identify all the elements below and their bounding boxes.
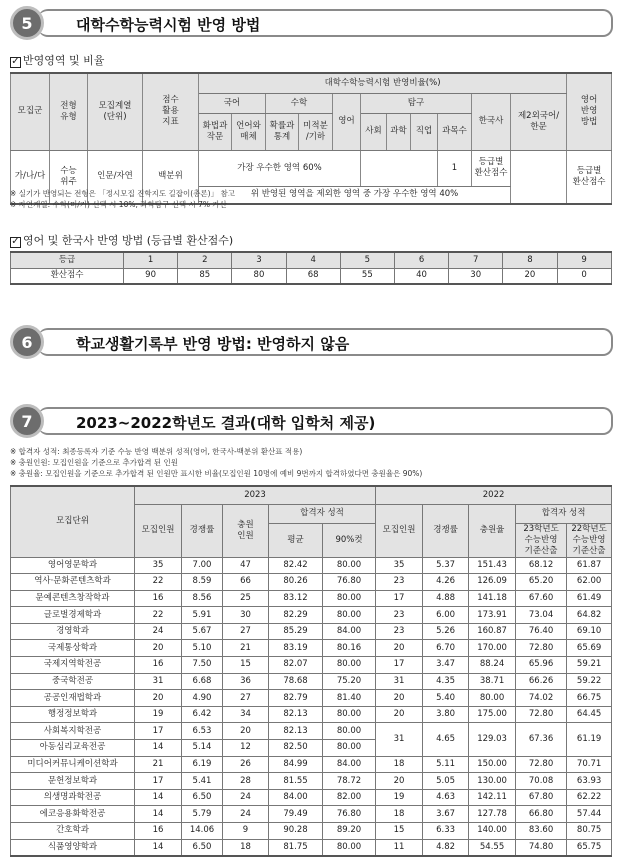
note: ※ 실기가 반영되는 전형은 「정시모집 진학지도 길잡이(총론)」 참고 [10, 189, 235, 198]
value-2023-cell: 80.26 [269, 574, 323, 591]
value-2022-cell: 11 [376, 839, 423, 856]
value-2022-cell: 142.11 [469, 789, 516, 806]
value-2023-cell: 82.13 [269, 723, 323, 740]
value-2022-cell: 18 [376, 756, 423, 773]
col-added: 충원 인원 [223, 504, 269, 557]
grade-cell: 5 [340, 252, 394, 268]
value-2023-cell: 78.68 [269, 673, 323, 690]
value-2022-cell: 6.70 [423, 640, 469, 657]
col-engmethod: 영어 반영 방법 [567, 73, 612, 150]
value-2022-cell: 74.02 [516, 690, 567, 707]
col-history: 한국사 [472, 93, 511, 150]
grade-table [10, 251, 612, 285]
value-2023-cell: 80.00 [323, 607, 376, 624]
value-2022-cell: 23 [376, 607, 423, 624]
col-s22: 22학년도 수능반영 기준산출 [567, 523, 612, 557]
value-2023-cell: 25 [223, 590, 269, 607]
grade-cell: 6 [394, 252, 448, 268]
value-2023-cell: 19 [135, 706, 182, 723]
table-row [11, 690, 612, 707]
value-2023-cell: 7.50 [182, 657, 223, 674]
value-2023-cell: 82.42 [269, 557, 323, 574]
score-cell: 85 [178, 268, 232, 284]
value-2023-cell: 80.00 [323, 723, 376, 740]
table-row [11, 839, 612, 856]
grade-heading-text: 영어 및 한국사 반영 방법 (등급별 환산점수) [23, 234, 234, 247]
col-kor1: 화법과 작문 [199, 113, 232, 150]
section-title: 대학수학능력시험 반영 방법 [76, 16, 261, 34]
value-2022-cell: 6.33 [423, 823, 469, 840]
value-2022-cell: 150.00 [469, 756, 516, 773]
col-unit: 모집단위 [11, 486, 135, 557]
unit-cell: 의생명과학전공 [11, 789, 135, 806]
value-2022-cell: 61.87 [567, 557, 612, 574]
col-inq1: 사회 [361, 113, 387, 150]
value-2022-cell: 23 [376, 623, 423, 640]
unit-cell: 간호학과 [11, 823, 135, 840]
grade-cell: 1 [124, 252, 178, 268]
col-type: 전형 유형 [50, 73, 88, 150]
value-2023-cell: 31 [135, 673, 182, 690]
value-2022-cell: 4.35 [423, 673, 469, 690]
value-2023-cell: 14.06 [182, 823, 223, 840]
unit-cell: 행정정보학과 [11, 706, 135, 723]
value-2022-cell: 4.65 [423, 723, 469, 756]
value-2022-cell: 66.80 [516, 806, 567, 823]
value-2023-cell: 21 [135, 756, 182, 773]
table-row [11, 640, 612, 657]
col-cut90: 90%컷 [323, 523, 376, 557]
col-foreign: 제2외국어/ 한문 [511, 93, 567, 150]
value-2022-cell: 3.80 [423, 706, 469, 723]
value-2022-cell: 160.87 [469, 623, 516, 640]
unit-cell: 경영학과 [11, 623, 135, 640]
table-row [11, 657, 612, 674]
value-2022-cell: 54.55 [469, 839, 516, 856]
value-2022-cell: 69.10 [567, 623, 612, 640]
value-2022-cell: 65.69 [567, 640, 612, 657]
col-s23: 23학년도 수능반영 기준산출 [516, 523, 567, 557]
col-inquiry: 탐구 [361, 93, 472, 113]
value-2022-cell: 59.22 [567, 673, 612, 690]
value-2023-cell: 78.72 [323, 773, 376, 790]
value-2022-cell: 5.40 [423, 690, 469, 707]
value-2022-cell: 65.96 [516, 657, 567, 674]
unit-cell: 문예콘텐츠창작학과 [11, 590, 135, 607]
col-2022: 2022 [376, 486, 612, 504]
ratio-heading [10, 52, 104, 68]
value-2023-cell: 5.41 [182, 773, 223, 790]
value-2023-cell: 6.50 [182, 789, 223, 806]
grade-cell: 4 [286, 252, 340, 268]
value-2022-cell: 62.00 [567, 574, 612, 591]
value-2022-cell: 140.00 [469, 823, 516, 840]
value-2023-cell: 6.42 [182, 706, 223, 723]
col-rate: 경쟁률 [182, 504, 223, 557]
value-2023-cell: 5.91 [182, 607, 223, 624]
value-2022-cell: 4.26 [423, 574, 469, 591]
value-2023-cell: 14 [135, 789, 182, 806]
value-2022-cell: 73.04 [516, 607, 567, 624]
unit-cell: 사회복지학전공 [11, 723, 135, 740]
value-2023-cell: 83.19 [269, 640, 323, 657]
value-2022-cell: 5.11 [423, 756, 469, 773]
value-2022-cell: 88.24 [469, 657, 516, 674]
value-2022-cell: 65.20 [516, 574, 567, 591]
value-2023-cell: 80.00 [323, 740, 376, 757]
value-2023-cell: 81.75 [269, 839, 323, 856]
value-2022-cell: 23 [376, 574, 423, 591]
value-2022-cell: 129.03 [469, 723, 516, 756]
value-2023-cell: 80.00 [323, 590, 376, 607]
value-2023-cell: 66 [223, 574, 269, 591]
table-row [11, 806, 612, 823]
value-2023-cell: 89.20 [323, 823, 376, 840]
value-2022-cell: 64.45 [567, 706, 612, 723]
value-2022-cell: 5.26 [423, 623, 469, 640]
value-2023-cell: 75.20 [323, 673, 376, 690]
col-kor2: 언어와 매체 [232, 113, 266, 150]
table-row [11, 607, 612, 624]
value-2022-cell: 126.09 [469, 574, 516, 591]
value-2022-cell: 65.75 [567, 839, 612, 856]
col-quota: 모집인원 [135, 504, 182, 557]
score-cell: 90 [124, 268, 178, 284]
value-2022-cell: 66.75 [567, 690, 612, 707]
value-2022-cell: 72.80 [516, 756, 567, 773]
value-2023-cell: 8.59 [182, 574, 223, 591]
value-2023-cell: 24 [135, 623, 182, 640]
value-2022-cell: 70.71 [567, 756, 612, 773]
value-2022-cell: 74.80 [516, 839, 567, 856]
unit-cell: 역사·문화콘텐츠학과 [11, 574, 135, 591]
grade-cell: 3 [232, 252, 286, 268]
value-2023-cell: 4.90 [182, 690, 223, 707]
value-2023-cell: 27 [223, 623, 269, 640]
value-2022-cell: 15 [376, 823, 423, 840]
value-2022-cell: 17 [376, 590, 423, 607]
value-2022-cell: 35 [376, 557, 423, 574]
value-2023-cell: 5.79 [182, 806, 223, 823]
value-2023-cell: 17 [135, 773, 182, 790]
col-math: 수학 [266, 93, 333, 113]
value-2022-cell: 68.12 [516, 557, 567, 574]
col-avg: 평균 [269, 523, 323, 557]
value-2023-cell: 76.80 [323, 574, 376, 591]
score-cell: 30 [449, 268, 503, 284]
value-2022-cell: 127.78 [469, 806, 516, 823]
col-inq4: 과목수 [438, 113, 472, 150]
value-2022-cell: 170.00 [469, 640, 516, 657]
cell-count: 1 [438, 150, 472, 186]
unit-cell: 미디어커뮤니케이션학과 [11, 756, 135, 773]
section-5-header [8, 6, 613, 40]
section-title: 학교생활기록부 반영 방법: 반영하지 않음 [76, 335, 350, 353]
value-2023-cell: 7.00 [182, 557, 223, 574]
table-row [11, 706, 612, 723]
unit-cell: 에코응용화학전공 [11, 806, 135, 823]
value-2023-cell: 83.12 [269, 590, 323, 607]
value-2023-cell: 24 [223, 789, 269, 806]
value-2022-cell: 67.80 [516, 789, 567, 806]
grade-cell: 8 [503, 252, 557, 268]
table-row [11, 773, 612, 790]
value-2022-cell: 61.49 [567, 590, 612, 607]
value-2023-cell: 84.00 [269, 789, 323, 806]
value-2022-cell: 61.19 [567, 723, 612, 756]
value-2023-cell: 35 [135, 557, 182, 574]
results-notes [10, 446, 422, 479]
value-2023-cell: 84.00 [323, 623, 376, 640]
value-2022-cell: 57.44 [567, 806, 612, 823]
section-6-header [8, 325, 613, 359]
section-number-badge: 6 [10, 325, 44, 359]
checkbox-icon: ✓ [11, 236, 20, 247]
value-2023-cell: 80.00 [323, 657, 376, 674]
score-cell: 20 [503, 268, 557, 284]
note: ※ 합격자 성적: 최종등록자 기준 수능 반영 백분위 성적(영어, 한국사-백분위 환산표 적용) [10, 447, 303, 456]
value-2022-cell: 63.93 [567, 773, 612, 790]
col-english: 영어 [333, 93, 361, 150]
note: ※ 충원인원: 모집인원을 기준으로 추가합격 된 인원 [10, 458, 179, 467]
grade-label: 등급 [11, 252, 124, 268]
score-cell: 68 [286, 268, 340, 284]
value-2023-cell: 16 [135, 590, 182, 607]
value-2023-cell: 76.80 [323, 806, 376, 823]
value-2022-cell: 4.88 [423, 590, 469, 607]
value-2022-cell: 4.82 [423, 839, 469, 856]
value-2022-cell: 72.80 [516, 640, 567, 657]
section-7-header [8, 404, 613, 438]
value-2023-cell: 22 [135, 607, 182, 624]
value-2022-cell: 67.60 [516, 590, 567, 607]
value-2022-cell: 38.71 [469, 673, 516, 690]
table-row [11, 590, 612, 607]
value-2022-cell: 151.43 [469, 557, 516, 574]
value-2023-cell: 8.56 [182, 590, 223, 607]
col-addrate: 충원율 [469, 504, 516, 557]
section-number-badge: 7 [10, 404, 44, 438]
value-2023-cell: 6.19 [182, 756, 223, 773]
value-2022-cell: 5.05 [423, 773, 469, 790]
value-2023-cell: 90.28 [269, 823, 323, 840]
table-row [11, 823, 612, 840]
unit-cell: 국제통상학과 [11, 640, 135, 657]
value-2022-cell: 20 [376, 773, 423, 790]
col-2023: 2023 [135, 486, 376, 504]
col-group: 모집군 [11, 73, 50, 150]
table-row [11, 673, 612, 690]
value-2023-cell: 20 [135, 690, 182, 707]
score-cell: 40 [394, 268, 448, 284]
value-2023-cell: 6.50 [182, 839, 223, 856]
score-label: 환산점수 [11, 268, 124, 284]
value-2023-cell: 5.67 [182, 623, 223, 640]
value-2023-cell: 18 [223, 839, 269, 856]
value-2022-cell: 31 [376, 723, 423, 756]
table-row [11, 574, 612, 591]
value-2023-cell: 82.00 [323, 789, 376, 806]
value-2022-cell: 64.82 [567, 607, 612, 624]
score-cell: 55 [340, 268, 394, 284]
col-field: 모집계열 (단위) [88, 73, 143, 150]
cell-score: 백분위 [143, 150, 199, 204]
value-2023-cell: 16 [135, 657, 182, 674]
col-inq3: 직업 [411, 113, 438, 150]
table-row [11, 623, 612, 640]
value-2023-cell: 82.07 [269, 657, 323, 674]
value-2023-cell: 17 [135, 723, 182, 740]
value-2023-cell: 81.40 [323, 690, 376, 707]
value-2022-cell: 175.00 [469, 706, 516, 723]
value-2023-cell: 22 [135, 574, 182, 591]
value-2023-cell: 27 [223, 690, 269, 707]
col-inq2: 과학 [387, 113, 411, 150]
value-2022-cell: 3.47 [423, 657, 469, 674]
value-2022-cell: 20 [376, 706, 423, 723]
value-2022-cell: 5.37 [423, 557, 469, 574]
suneung-ratio-table [10, 72, 612, 205]
grade-heading [10, 232, 233, 248]
value-2023-cell: 80.00 [323, 557, 376, 574]
value-2023-cell: 14 [135, 806, 182, 823]
table-row [11, 723, 612, 740]
unit-cell: 문헌정보학과 [11, 773, 135, 790]
value-2023-cell: 82.50 [269, 740, 323, 757]
value-2023-cell: 28 [223, 773, 269, 790]
value-2023-cell: 12 [223, 740, 269, 757]
value-2022-cell: 20 [376, 690, 423, 707]
results-table [10, 485, 612, 857]
value-2022-cell: 4.63 [423, 789, 469, 806]
col-score: 점수 활용 지표 [143, 73, 199, 150]
note: ※ 충원율: 모집인원을 기준으로 추가합격 된 인원만 표시한 비율(모집인원 10명에 예비 9번까지 합격하였다면 충원율은 90%) [10, 469, 423, 478]
grade-cell: 2 [178, 252, 232, 268]
value-2023-cell: 21 [223, 640, 269, 657]
value-2022-cell: 70.08 [516, 773, 567, 790]
col-suneung: 대학수학능력시험 반영비율(%) [199, 73, 567, 93]
value-2023-cell: 20 [135, 640, 182, 657]
value-2022-cell: 20 [376, 640, 423, 657]
cell-history: 등급별 환산점수 [472, 150, 511, 186]
cell-engmethod: 등급별 환산점수 [567, 150, 612, 204]
value-2023-cell: 47 [223, 557, 269, 574]
table-row [11, 756, 612, 773]
value-2022-cell: 62.22 [567, 789, 612, 806]
value-2023-cell: 6.53 [182, 723, 223, 740]
value-2023-cell: 5.10 [182, 640, 223, 657]
value-2023-cell: 36 [223, 673, 269, 690]
col-scores: 합격자 성적 [269, 504, 376, 523]
value-2022-cell: 59.21 [567, 657, 612, 674]
cell-field: 인문/자연 [88, 150, 143, 204]
value-2022-cell: 17 [376, 657, 423, 674]
ratio-notes [10, 188, 235, 210]
value-2022-cell: 66.26 [516, 673, 567, 690]
score-cell: 0 [557, 268, 611, 284]
value-2022-cell: 18 [376, 806, 423, 823]
col-math2: 미적분 /기하 [299, 113, 333, 150]
value-2023-cell: 84.99 [269, 756, 323, 773]
value-2023-cell: 20 [223, 723, 269, 740]
score-cell: 80 [232, 268, 286, 284]
unit-cell: 국제지역학전공 [11, 657, 135, 674]
value-2023-cell: 14 [135, 740, 182, 757]
section-title: 2023~2022학년도 결과(대학 입학처 제공) [76, 414, 376, 432]
value-2023-cell: 85.29 [269, 623, 323, 640]
value-2022-cell: 76.40 [516, 623, 567, 640]
unit-cell: 공공인재법학과 [11, 690, 135, 707]
value-2023-cell: 26 [223, 756, 269, 773]
value-2023-cell: 84.00 [323, 756, 376, 773]
table-row [11, 557, 612, 574]
value-2023-cell: 16 [135, 823, 182, 840]
note: ※ 자연계열: 수학(미/기) 선택 시 10%, 과학탐구 선택 시 7% 가산 [10, 200, 227, 209]
unit-cell: 중국학전공 [11, 673, 135, 690]
section-number-badge: 5 [10, 6, 44, 40]
grade-cell: 7 [449, 252, 503, 268]
value-2023-cell: 82.29 [269, 607, 323, 624]
value-2023-cell: 6.68 [182, 673, 223, 690]
table-row [11, 789, 612, 806]
col-korean: 국어 [199, 93, 266, 113]
cell-best: 가장 우수한 영역 60% [199, 150, 361, 186]
value-2023-cell: 80.00 [323, 839, 376, 856]
value-2023-cell: 30 [223, 607, 269, 624]
value-2022-cell: 130.00 [469, 773, 516, 790]
grade-cell: 9 [557, 252, 611, 268]
value-2022-cell: 83.60 [516, 823, 567, 840]
value-2022-cell: 173.91 [469, 607, 516, 624]
checkbox-icon: ✓ [11, 56, 20, 67]
col-quota22: 모집인원 [376, 504, 423, 557]
unit-cell: 식품영양학과 [11, 839, 135, 856]
value-2022-cell: 31 [376, 673, 423, 690]
value-2023-cell: 82.79 [269, 690, 323, 707]
value-2022-cell: 80.75 [567, 823, 612, 840]
value-2022-cell: 6.00 [423, 607, 469, 624]
value-2023-cell: 79.49 [269, 806, 323, 823]
value-2022-cell: 3.67 [423, 806, 469, 823]
value-2022-cell: 19 [376, 789, 423, 806]
value-2023-cell: 82.13 [269, 706, 323, 723]
value-2023-cell: 81.55 [269, 773, 323, 790]
value-2023-cell: 80.00 [323, 706, 376, 723]
value-2023-cell: 5.14 [182, 740, 223, 757]
col-math1: 확률과 통계 [266, 113, 299, 150]
value-2022-cell: 72.80 [516, 706, 567, 723]
cell-group: 가/나/다 [11, 150, 50, 204]
value-2023-cell: 24 [223, 806, 269, 823]
value-2023-cell: 80.16 [323, 640, 376, 657]
value-2023-cell: 9 [223, 823, 269, 840]
value-2022-cell: 80.00 [469, 690, 516, 707]
cell-type: 수능 위주 [50, 150, 88, 204]
value-2023-cell: 15 [223, 657, 269, 674]
ratio-heading-text: 반영영역 및 비율 [23, 54, 105, 67]
value-2023-cell: 34 [223, 706, 269, 723]
unit-cell: 글로벌경제학과 [11, 607, 135, 624]
value-2022-cell: 67.36 [516, 723, 567, 756]
value-2022-cell: 141.18 [469, 590, 516, 607]
col-scores22: 합격자 성적 [516, 504, 612, 523]
unit-cell: 아동심리교육전공 [11, 740, 135, 757]
cell-second: 위 반영된 영역을 제외한 영역 중 가장 우수한 영역 40% [199, 186, 511, 204]
value-2023-cell: 14 [135, 839, 182, 856]
unit-cell: 영어영문학과 [11, 557, 135, 574]
col-rate22: 경쟁률 [423, 504, 469, 557]
